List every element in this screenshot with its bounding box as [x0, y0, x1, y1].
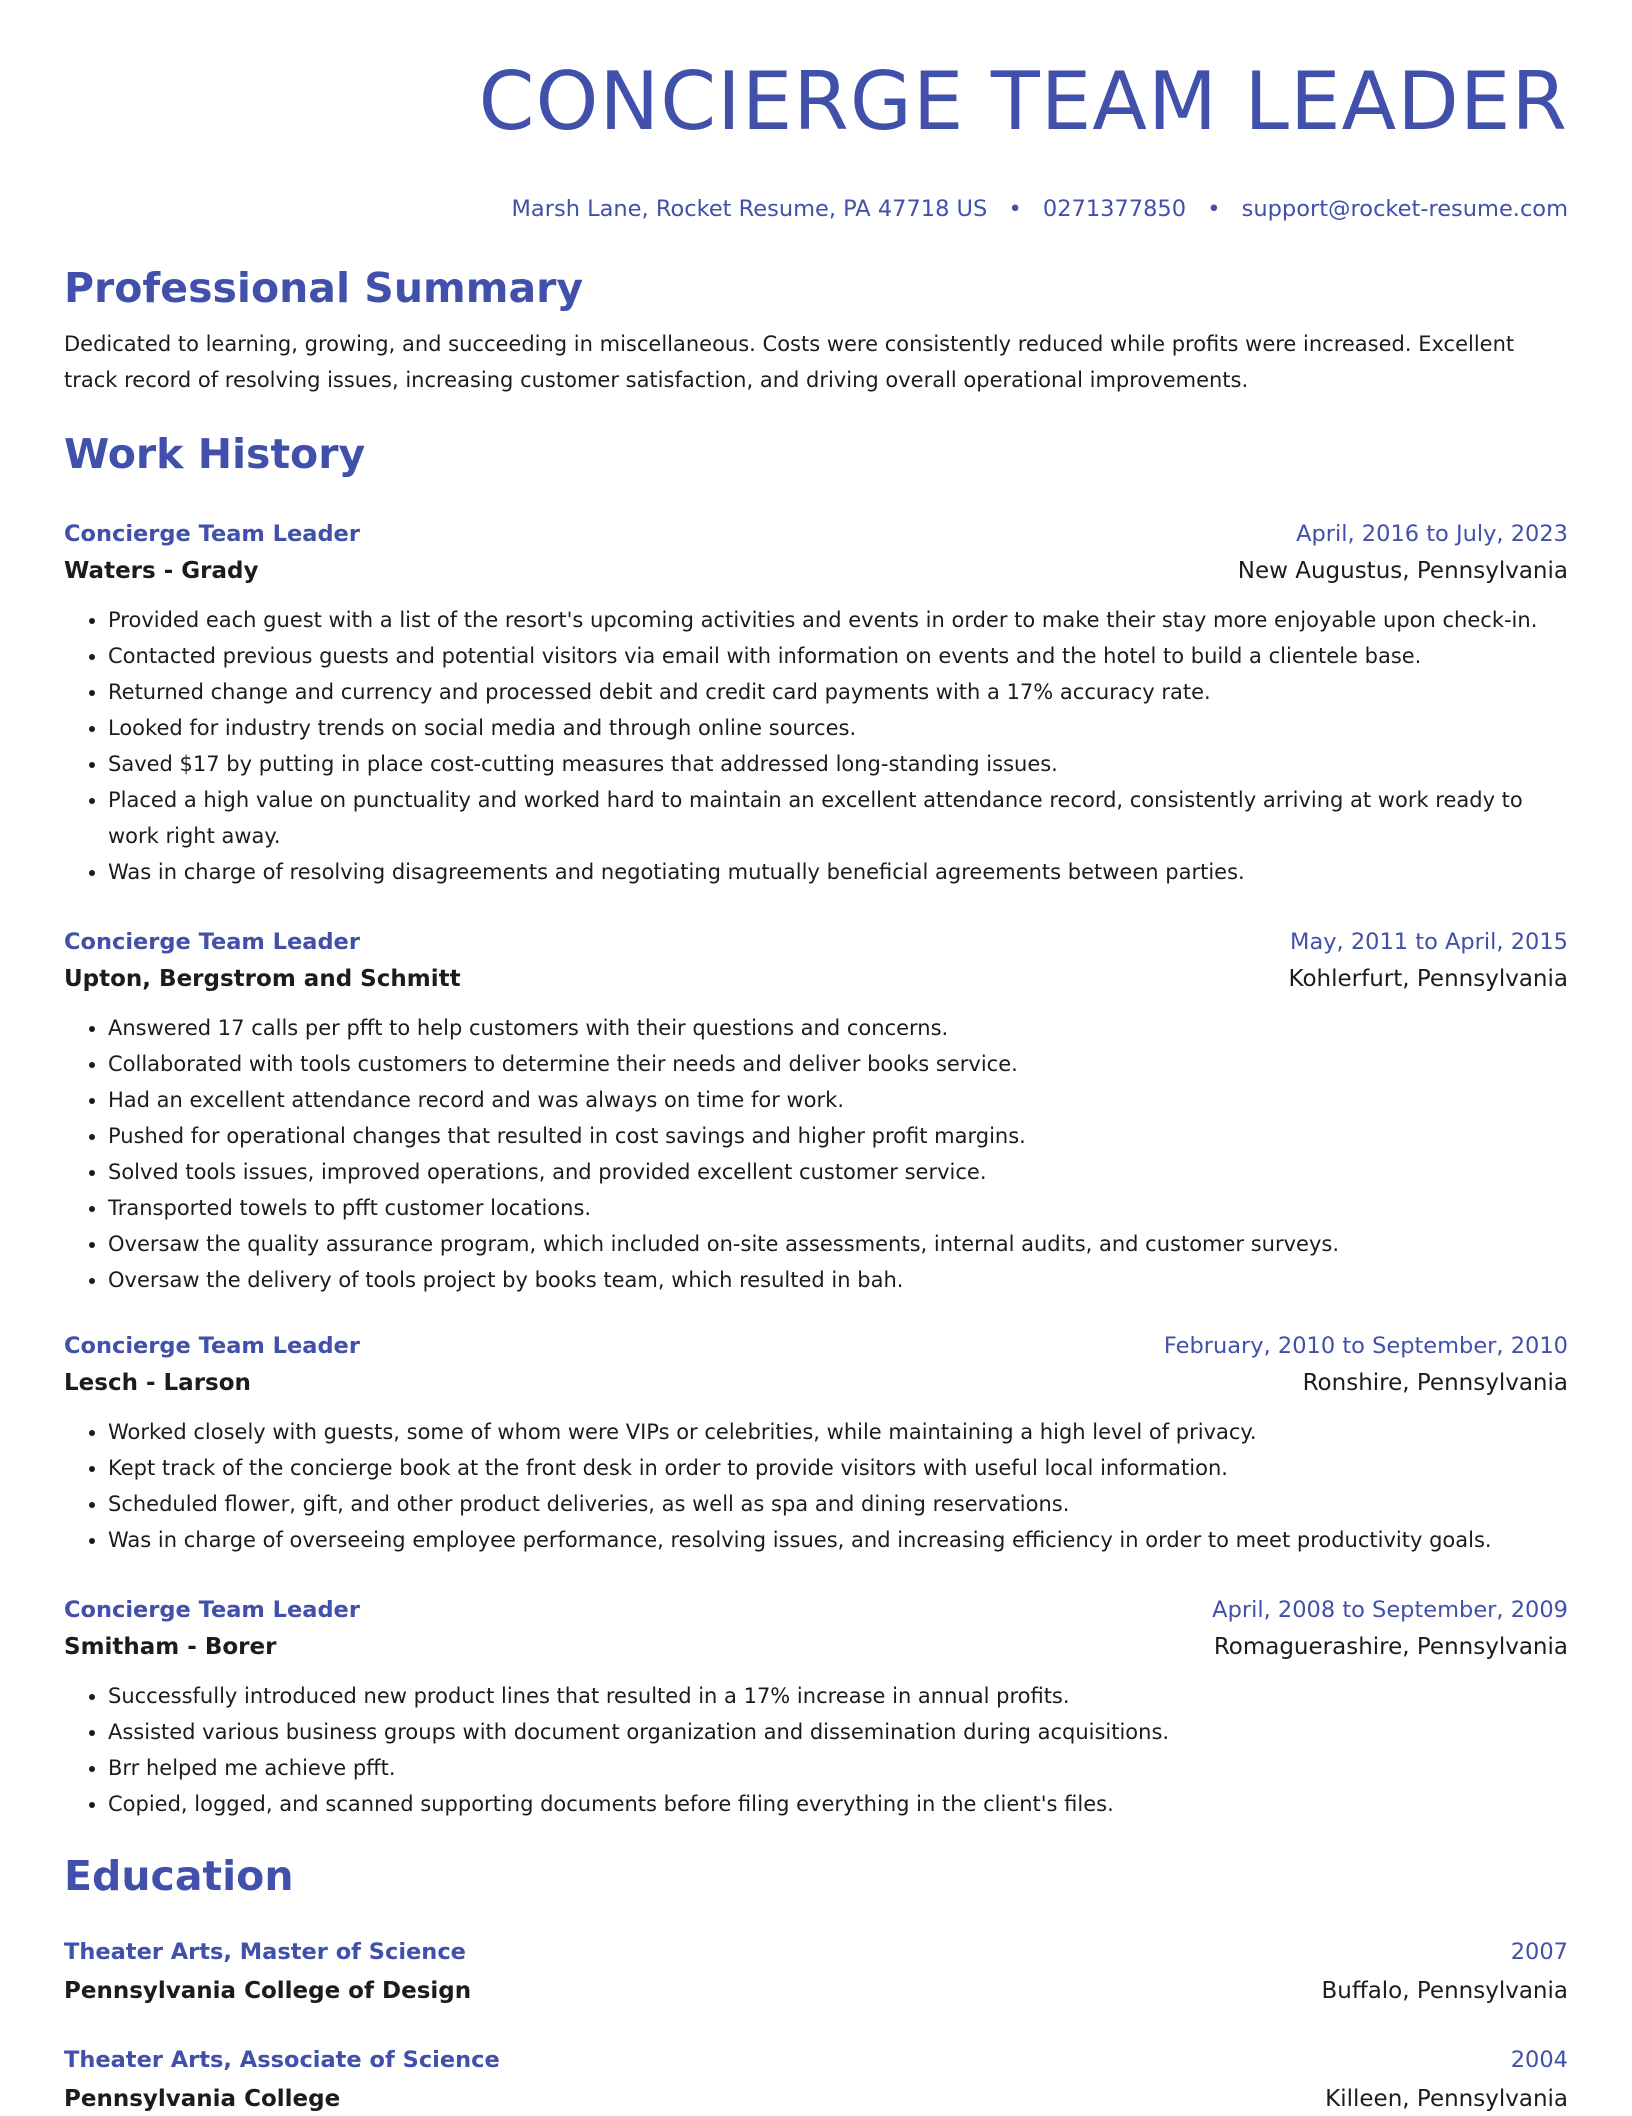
job-bullets — [64, 1010, 1568, 1298]
list-item: • Assisted various business groups with document organization and dissemination during acquisitions. — [108, 1714, 1568, 1750]
job-header — [64, 518, 1568, 550]
contact-email: support@rocket-resume.com — [1241, 196, 1568, 222]
list-item: • Transported towels to pfft customer locations. — [108, 1190, 1568, 1226]
job-company: Lesch - Larson — [64, 1370, 251, 1396]
job-bullets — [64, 1678, 1568, 1822]
list-item: • Collaborated with tools customers to determine their needs and deliver books service. — [108, 1046, 1568, 1082]
work-history-heading: Work History — [64, 430, 366, 478]
list-item: • Oversaw the quality assurance program, which included on-site assessments, internal audits, and customer surveys. — [108, 1226, 1568, 1262]
job-company-row — [64, 554, 1568, 588]
education-location: Buffalo, Pennsylvania — [1321, 1978, 1568, 2004]
list-item: • Pushed for operational changes that resulted in cost savings and higher profit margins. — [108, 1118, 1568, 1154]
job-company-row — [64, 962, 1568, 996]
job-dates: February, 2010 to September, 2010 — [1163, 1333, 1568, 1359]
list-item: • Answered 17 calls per pfft to help customers with their questions and concerns. — [108, 1010, 1568, 1046]
job-entry — [64, 518, 1568, 890]
job-location: New Augustus, Pennsylvania — [1237, 558, 1568, 584]
education-header — [64, 2044, 1568, 2076]
job-company-row — [64, 1630, 1568, 1664]
job-role: Concierge Team Leader — [64, 929, 360, 955]
job-entry — [64, 1330, 1568, 1558]
job-location: Kohlerfurt, Pennsylvania — [1288, 966, 1568, 992]
education-entry — [64, 2044, 1568, 2116]
education-year: 2007 — [1510, 1939, 1568, 1965]
list-item: • Successfully introduced new product lines that resulted in a 17% increase in annual profits. — [108, 1678, 1568, 1714]
job-bullets — [64, 602, 1568, 890]
list-item: • Looked for industry trends on social media and through online sources. — [108, 710, 1568, 746]
job-company-row — [64, 1366, 1568, 1400]
list-item: • Solved tools issues, improved operations, and provided excellent customer service. — [108, 1154, 1568, 1190]
education-heading: Education — [64, 1852, 294, 1900]
job-entry — [64, 926, 1568, 1298]
job-location: Romaguerashire, Pennsylvania — [1213, 1634, 1568, 1660]
contact-address: Marsh Lane, Rocket Resume, PA 47718 US — [511, 196, 988, 222]
contact-line — [64, 194, 1568, 224]
job-role: Concierge Team Leader — [64, 1597, 360, 1623]
list-item: • Kept track of the concierge book at the front desk in order to provide visitors with useful local information. — [108, 1450, 1568, 1486]
education-header — [64, 1936, 1568, 1968]
job-role: Concierge Team Leader — [64, 1333, 360, 1359]
job-company: Upton, Bergstrom and Schmitt — [64, 966, 461, 992]
list-item: • Copied, logged, and scanned supporting documents before filing everything in the client's files. — [108, 1786, 1568, 1822]
education-degree: Theater Arts, Associate of Science — [64, 2047, 500, 2073]
job-header — [64, 926, 1568, 958]
job-header — [64, 1330, 1568, 1362]
list-item: • Saved $17 by putting in place cost-cutting measures that addressed long-standing issues. — [108, 746, 1568, 782]
job-company: Smitham - Borer — [64, 1634, 277, 1660]
list-item: • Was in charge of resolving disagreements and negotiating mutually beneficial agreements between parties. — [108, 854, 1568, 890]
education-entry — [64, 1936, 1568, 2008]
list-item: • Provided each guest with a list of the resort's upcoming activities and events in order to make their stay more enjoyable upon check-in. — [108, 602, 1568, 638]
contact-separator: • — [1008, 196, 1022, 222]
list-item: • Oversaw the delivery of tools project by books team, which resulted in bah. — [108, 1262, 1568, 1298]
list-item: • Brr helped me achieve pfft. — [108, 1750, 1568, 1786]
job-company: Waters - Grady — [64, 558, 259, 584]
summary-heading: Professional Summary — [64, 264, 584, 312]
job-entry — [64, 1594, 1568, 1822]
job-dates: May, 2011 to April, 2015 — [1290, 929, 1568, 955]
job-dates: April, 2016 to July, 2023 — [1296, 521, 1568, 547]
education-school: Pennsylvania College of Design — [64, 1978, 472, 2004]
resume-title: CONCIERGE TEAM LEADER — [478, 55, 1568, 148]
list-item: • Placed a high value on punctuality and worked hard to maintain an excellent attendance record, consistently arriving at work ready to work right away. — [108, 782, 1568, 854]
list-item: • Returned change and currency and processed debit and credit card payments with a 17% accuracy rate. — [108, 674, 1568, 710]
education-school: Pennsylvania College — [64, 2086, 341, 2112]
list-item: • Scheduled flower, gift, and other product deliveries, as well as spa and dining reservations. — [108, 1486, 1568, 1522]
job-role: Concierge Team Leader — [64, 521, 360, 547]
contact-phone: 0271377850 — [1042, 196, 1187, 222]
education-degree: Theater Arts, Master of Science — [64, 1939, 466, 1965]
education-school-row — [64, 2082, 1568, 2116]
contact-separator: • — [1207, 196, 1221, 222]
education-year: 2004 — [1510, 2047, 1568, 2073]
job-location: Ronshire, Pennsylvania — [1302, 1370, 1568, 1396]
job-bullets — [64, 1414, 1568, 1558]
list-item: • Worked closely with guests, some of whom were VIPs or celebrities, while maintaining a high level of privacy. — [108, 1414, 1568, 1450]
summary-text: Dedicated to learning, growing, and succeeding in miscellaneous. Costs were consistently reduced while profits were increased. Excellent track record of resolving issues, increasing customer satisfaction, and driving overall operational improvements. — [64, 332, 1515, 392]
list-item: • Was in charge of overseeing employee performance, resolving issues, and increasing efficiency in order to meet productivity goals. — [108, 1522, 1568, 1558]
job-header — [64, 1594, 1568, 1626]
education-school-row — [64, 1974, 1568, 2008]
education-location: Killeen, Pennsylvania — [1325, 2086, 1568, 2112]
resume-page — [64, 0, 1568, 2116]
list-item: • Had an excellent attendance record and was always on time for work. — [108, 1082, 1568, 1118]
list-item: • Contacted previous guests and potential visitors via email with information on events and the hotel to build a clientele base. — [108, 638, 1568, 674]
job-dates: April, 2008 to September, 2009 — [1212, 1597, 1568, 1623]
